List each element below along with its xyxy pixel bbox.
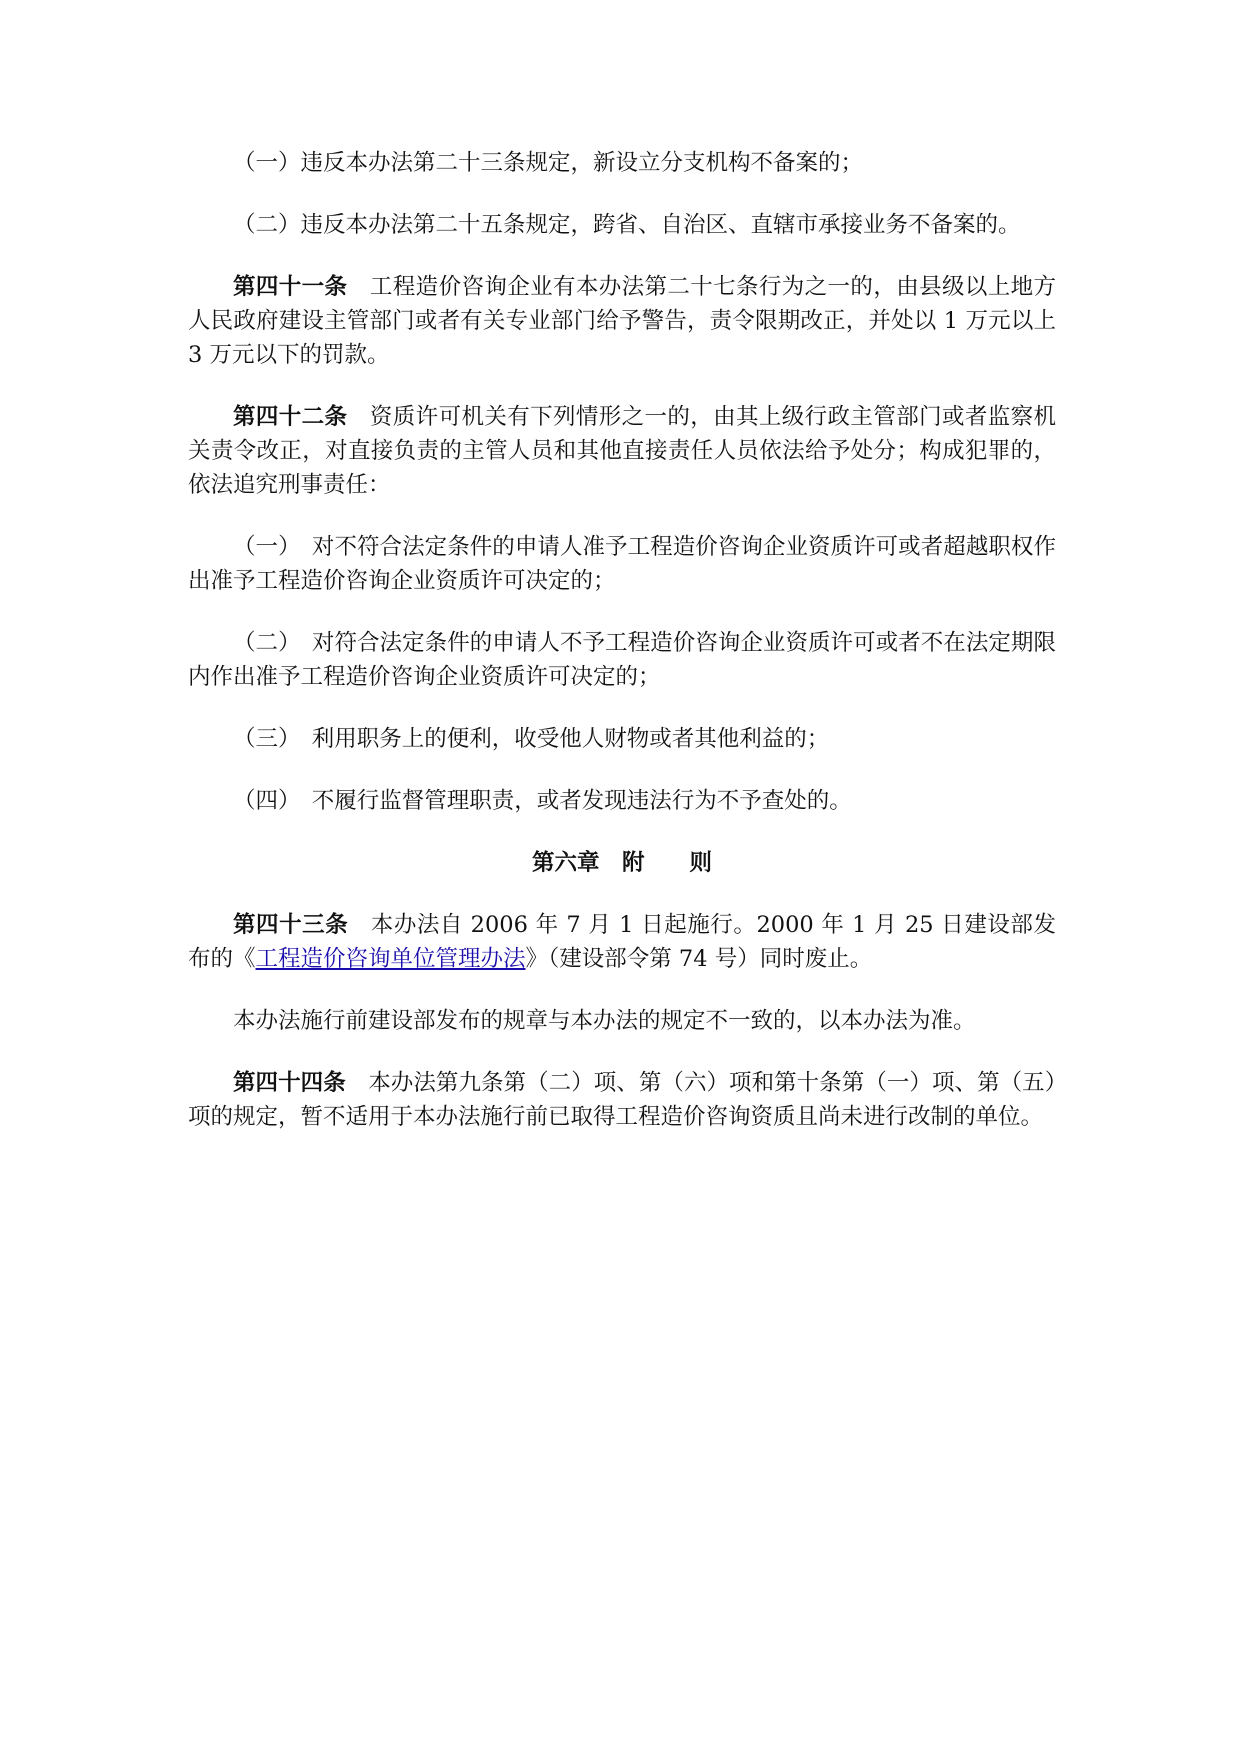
item-marker: （一） [233, 534, 301, 560]
article-text-continued: 》（建设部令第 74 号）同时废止。 [525, 946, 873, 972]
paragraph-text: （一）违反本办法第二十三条规定，新设立分支机构不备案的； [233, 150, 864, 176]
article-41 [188, 270, 1056, 372]
paragraph-item-2 [188, 208, 1056, 242]
chapter-heading [188, 846, 1056, 880]
regulation-link[interactable]: 工程造价咨询单位管理办法 [255, 946, 526, 972]
article-number: 第四十三条 [233, 912, 349, 938]
article-42-item-1 [188, 530, 1056, 598]
item-text: 利用职务上的便利，收受他人财物或者其他利益的； [311, 726, 830, 752]
article-number: 第四十一条 [233, 274, 348, 300]
article-42-item-2 [188, 626, 1056, 694]
paragraph-text: （二）违反本办法第二十五条规定，跨省、自治区、直辖市承接业务不备案的。 [233, 212, 1021, 238]
item-text: 不履行监督管理职责，或者发现违法行为不予查处的。 [311, 788, 852, 814]
chapter-number: 第六章 [531, 850, 600, 876]
paragraph-item-1 [188, 146, 1056, 180]
paragraph-text: 本办法施行前建设部发布的规章与本办法的规定不一致的，以本办法为准。 [233, 1008, 976, 1034]
item-marker: （四） [233, 788, 301, 814]
chapter-title-char-2: 则 [689, 850, 713, 876]
article-number: 第四十四条 [233, 1070, 346, 1096]
article-43-paragraph-2 [188, 1004, 1056, 1038]
article-text: 资质许可机关有下列情形之一的，由其上级行政主管部门或者监察机关责令改正，对直接负责的主管人员和其他直接责任人员依法给予处分；构成犯罪的，依法追究刑事责任： [188, 404, 1056, 498]
document-body [188, 146, 1056, 1162]
article-44 [188, 1066, 1056, 1134]
article-42-item-4 [188, 784, 1056, 818]
item-text: 对符合法定条件的申请人不予工程造价咨询企业资质许可或者不在法定期限内作出准予工程造价咨询企业资质许可决定的； [188, 630, 1056, 690]
item-marker: （二） [233, 630, 301, 656]
article-text: 本办法第九条第（二）项、第（六）项和第十条第（一）项、第（五）项的规定，暂不适用于本办法施行前已取得工程造价咨询资质且尚未进行改制的单位。 [188, 1070, 1056, 1130]
article-43 [188, 908, 1056, 976]
chapter-title-char-1: 附 [621, 850, 645, 876]
article-text: 工程造价咨询企业有本办法第二十七条行为之一的，由县级以上地方人民政府建设主管部门或者有关专业部门给予警告，责令限期改正，并处以 1 万元以上 3 万元以下的罚款。 [188, 274, 1056, 368]
article-number: 第四十二条 [233, 404, 348, 430]
article-42 [188, 400, 1056, 502]
item-marker: （三） [233, 726, 301, 752]
item-text: 对不符合法定条件的申请人准予工程造价咨询企业资质许可或者超越职权作出准予工程造价咨询企业资质许可决定的； [188, 534, 1056, 594]
article-text: 本办法自 2006 年 7 月 1 日起施行。2000 年 1 月 25 日建设部发布的《 [188, 912, 1056, 972]
article-42-item-3 [188, 722, 1056, 756]
